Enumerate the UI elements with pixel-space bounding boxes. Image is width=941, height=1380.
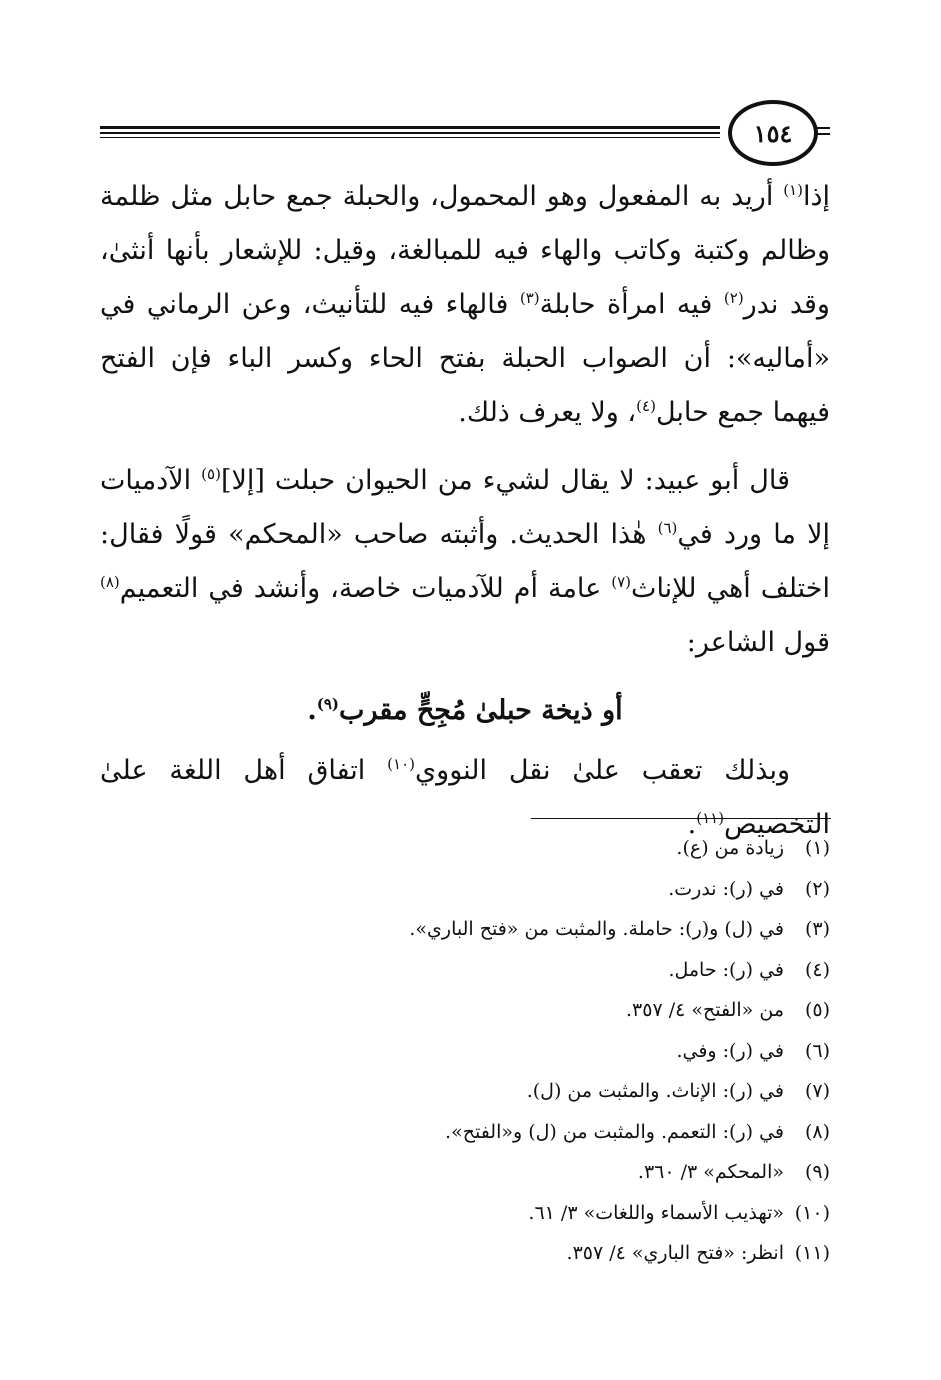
footnote-marker: (٦) xyxy=(657,519,678,537)
text-run: عامة أم للآدميات خاصة، وأنشد في التعميم xyxy=(119,573,612,604)
text-run: قال أبو عبيد: لا يقال لشيء من الحيوان حبلت [إلا] xyxy=(220,465,790,496)
footnote-marker: (٢) xyxy=(723,289,744,307)
footnote-number: (٥) xyxy=(804,999,830,1021)
text-run: هٰذا الحديث. وأثبته صاحب «المحكم» قولًا فقال: اختلف أهي للإناث xyxy=(100,519,830,604)
header-rule xyxy=(100,126,720,129)
text-run: فيه امرأة حابلة xyxy=(539,289,724,320)
text-run: . xyxy=(307,695,317,726)
footnote-number: (٦) xyxy=(804,1039,830,1062)
footnote-item xyxy=(100,1031,830,1072)
footnote-number: (٢) xyxy=(804,877,830,900)
footnote-number: (٧) xyxy=(804,1080,830,1102)
header-rule xyxy=(100,132,720,134)
paragraph xyxy=(100,454,830,670)
text-run: اتفاق أهل اللغة علىٰ التخصيص xyxy=(100,755,830,840)
paragraph xyxy=(100,170,830,440)
text-run: ، ولا يعرف ذلك. xyxy=(458,397,637,428)
footnote-number: (٣) xyxy=(804,918,830,940)
footnote-item xyxy=(100,1152,830,1193)
footnote-item xyxy=(100,828,830,869)
footnote-separator xyxy=(531,818,831,819)
footnote-text: في (ر): وفي. xyxy=(676,1039,784,1062)
footnote-text: من «الفتح» ٤/ ٣٥٧. xyxy=(626,999,784,1021)
footnote-marker: (٧) xyxy=(611,573,632,591)
footnote-text: «تهذيب الأسماء واللغات» ٣/ ٦١. xyxy=(528,1201,784,1224)
footnote-item xyxy=(100,1071,830,1112)
page-header xyxy=(100,100,830,170)
footnote-marker: (١) xyxy=(783,181,803,199)
footnote-marker: (٨) xyxy=(100,573,120,591)
text-run: أريد به المفعول وهو المحمول، والحبلة جمع حابل مثل ظلمة وظالم وكتبة وكاتب والهاء فيه للمبالغة، وقيل: للإشعار بأنها أنثىٰ، وقد ندر xyxy=(100,181,830,320)
text-run: إذا xyxy=(802,181,830,212)
footnote-item xyxy=(100,909,830,950)
header-rule-tail xyxy=(816,133,830,135)
header-rule-tail xyxy=(816,127,830,129)
text-run: وبذلك تعقب علىٰ نقل النووي xyxy=(415,755,791,786)
footnote-number: (٤) xyxy=(804,958,830,981)
footnote-item xyxy=(100,990,830,1031)
footnote-item xyxy=(100,950,830,991)
footnote-text: في (ر): حامل. xyxy=(668,958,784,981)
footnote-number: (١٠) xyxy=(794,1201,830,1224)
footnote-item xyxy=(100,869,830,910)
footnote-text: في (ر): ندرت. xyxy=(668,877,784,900)
text-run: فالهاء فيه للتأنيث، وعن الرماني في «أماليه»: أن الصواب الحبلة بفتح الحاء وكسر الباء فإن الفتح فيهما جمع حابل xyxy=(100,289,830,428)
text-run: . xyxy=(687,809,697,840)
footnote-number: (١١) xyxy=(794,1242,830,1264)
footnotes-list xyxy=(100,828,830,1274)
footnote-marker: (١١) xyxy=(696,809,725,827)
footnote-marker: (١٠) xyxy=(387,755,416,773)
text-run: الآدميات إلا ما ورد في xyxy=(100,465,830,550)
footnote-number: (٩) xyxy=(804,1161,830,1183)
footnote-number: (١) xyxy=(804,837,830,859)
main-text xyxy=(100,170,830,866)
footnote-text: «المحكم» ٣/ ٣٦٠. xyxy=(637,1161,784,1183)
page-number: ١٥٤ xyxy=(728,100,818,166)
verse-line xyxy=(100,684,830,738)
footnote-text: زيادة من (ع). xyxy=(676,837,784,859)
footnote-text: في (ل) و(ر): حاملة. والمثبت من «فتح الباري». xyxy=(409,918,784,940)
footnote-number: (٨) xyxy=(804,1120,830,1143)
footnote-item xyxy=(100,1112,830,1153)
footnote-marker: (٤) xyxy=(636,397,656,415)
footnote-marker: (٥) xyxy=(201,465,221,483)
footnote-text: في (ر): التعمم. والمثبت من (ل) و«الفتح». xyxy=(445,1120,784,1143)
footnote-item xyxy=(100,1193,830,1234)
footnote-text: انظر: «فتح الباري» ٤/ ٣٥٧. xyxy=(566,1242,784,1264)
footnote-marker: (٣) xyxy=(519,289,540,307)
footnote-text: في (ر): الإناث. والمثبت من (ل). xyxy=(526,1080,784,1102)
text-run: أو ذيخة حبلىٰ مُجِحٍّ مقرب xyxy=(339,695,623,726)
text-run: قول الشاعر: xyxy=(686,627,830,658)
footnote-item xyxy=(100,1233,830,1274)
header-rule xyxy=(100,137,720,138)
footnote-marker: (٩) xyxy=(316,695,340,713)
